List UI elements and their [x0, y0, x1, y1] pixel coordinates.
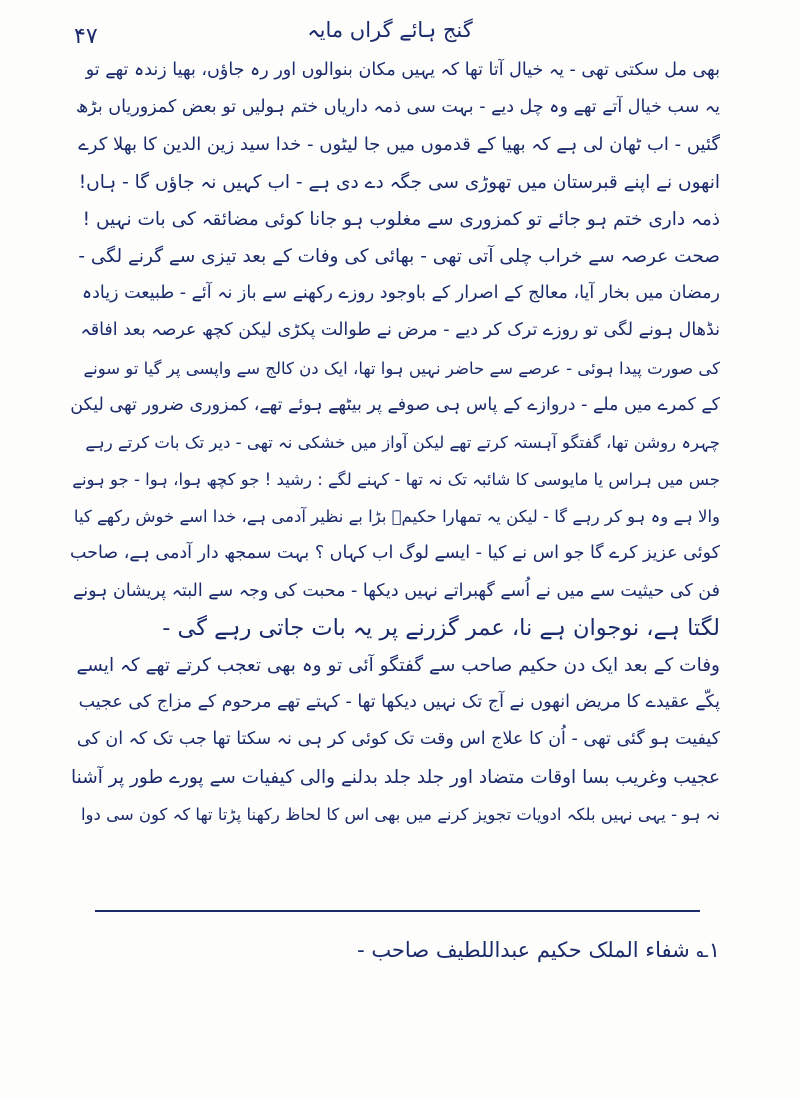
page-header: [60, 14, 720, 48]
body-text: [70, 52, 720, 833]
footnote: ۱؎ شفاء الملک حکیم عبداللطیف صاحب -: [357, 938, 720, 962]
running-title: گنج ہائے گراں مایہ: [307, 18, 473, 42]
text-line: نڈھال ہونے لگی تو روزے ترک کر دیے - مرض نے طوالت پکڑی لیکن کچھ عرصہ بعد افاقہ: [80, 320, 720, 341]
text-line: لگتا ہے، نوجوان ہے نا، عمر گزرنے پر یہ بات جاتی رہے گی -: [162, 614, 720, 641]
text-line: کیفیت ہو گئی تھی - اُن کا علاج اس وقت تک کوئی کر ہی نہ سکتا تھا جب تک کہ ان کی: [76, 729, 720, 750]
footnote-divider: [95, 910, 700, 912]
page-number: ۴۷: [74, 24, 98, 49]
text-line: عجیب وغریب بسا اوقات متضاد اور جلد جلد بدلنے والی کیفیات سے پورے طور پر آشنا: [71, 766, 720, 788]
text-line: پکّے عقیدے کا مریض انھوں نے آج تک نہیں دیکھا تھا - کہتے تھے مرحوم کے مزاج کی عجیب: [78, 692, 720, 713]
text-line: کی صورت پیدا ہوئی - عرصے سے حاضر نہیں ہوا تھا، ایک دن کالج سے واپسی پر گیا تو سونے: [83, 358, 720, 378]
text-line: ذمہ داری ختم ہو جائے تو کمزوری سے مغلوب ہو جانا کوئی مضائقہ کی بات نہیں !: [82, 208, 720, 230]
text-line: جس میں ہراس یا مایوسی کا شائبہ تک نہ تھا - کہنے لگے : رشید ! جو کچھ ہوا، ہوا - جو ہونے: [72, 470, 720, 490]
text-line: انھوں نے اپنے قبرستان میں تھوڑی سی جگہ دے دی ہے - اب کہیں نہ جاؤں گا - ہاں!: [78, 171, 720, 193]
text-line: صحت عرصہ سے خراب چلی آتی تھی - بھائی کی وفات کے بعد تیزی سے گرنے لگی -: [78, 245, 720, 267]
text-line: رمضان میں بخار آیا، معالج کے اصرار کے باوجود روزے رکھنے سے باز نہ آئے - طبیعت زیادہ: [81, 283, 720, 304]
text-line: فن کی حیثیت سے میں نے اُسے گھبراتے نہیں دیکھا - محبت کی وجہ سے البتہ پریشان ہونے: [72, 580, 720, 601]
text-line: بھی مل سکتی تھی - یہ خیال آتا تھا کہ یہیں مکان بنوالوں اور رہ جاؤں، بھیا زندہ تھے تو: [85, 60, 720, 80]
paragraph: [70, 238, 720, 647]
text-line: کے کمرے میں ملے - دروازے کے پاس ہی صوفے پر بیٹھے ہوئے تھے، کمزوری ضرور تھی لیکن: [70, 394, 720, 415]
paragraph: [70, 52, 720, 238]
text-line: چہرہ روشن تھا، گفتگو آہستہ کرتے تھے لیکن آواز میں خشکی نہ تھی - دیر تک بات کرتے رہے: [85, 432, 720, 452]
text-line: گئیں - اب ٹھان لی ہے کہ بھیا کے قدموں میں جا لیٹوں - خدا سید زین الدین کا بھلا کرے: [78, 134, 720, 156]
text-line: والا ہے وہ ہو کر رہے گا - لیکن یہ تمھارا حکیمؒ بڑا بے نظیر آدمی ہے، خدا اسے خوش رکھے کیا: [73, 507, 720, 527]
text-line: کوئی عزیز کرے گا جو اس نے کیا - ایسے لوگ اب کہاں ؟ بہت سمجھ دار آدمی ہے، صاحب: [70, 543, 720, 564]
text-line: وفات کے بعد ایک دن حکیم صاحب سے گفتگو آئی تو وہ بھی تعجب کرتے تھے کہ ایسے: [76, 655, 720, 676]
paragraph: [70, 647, 720, 833]
text-line: یہ سب خیال آتے تھے وہ چل دیے - بہت سی ذمہ داریاں ختم ہولیں تو بعض کمزوریاں بڑھ: [75, 97, 720, 118]
text-line: نہ ہو - یہی نہیں بلکہ ادویات تجویز کرنے میں بھی اس کا لحاظ رکھنا پڑتا تھا کہ کون سی دوا: [80, 804, 720, 824]
